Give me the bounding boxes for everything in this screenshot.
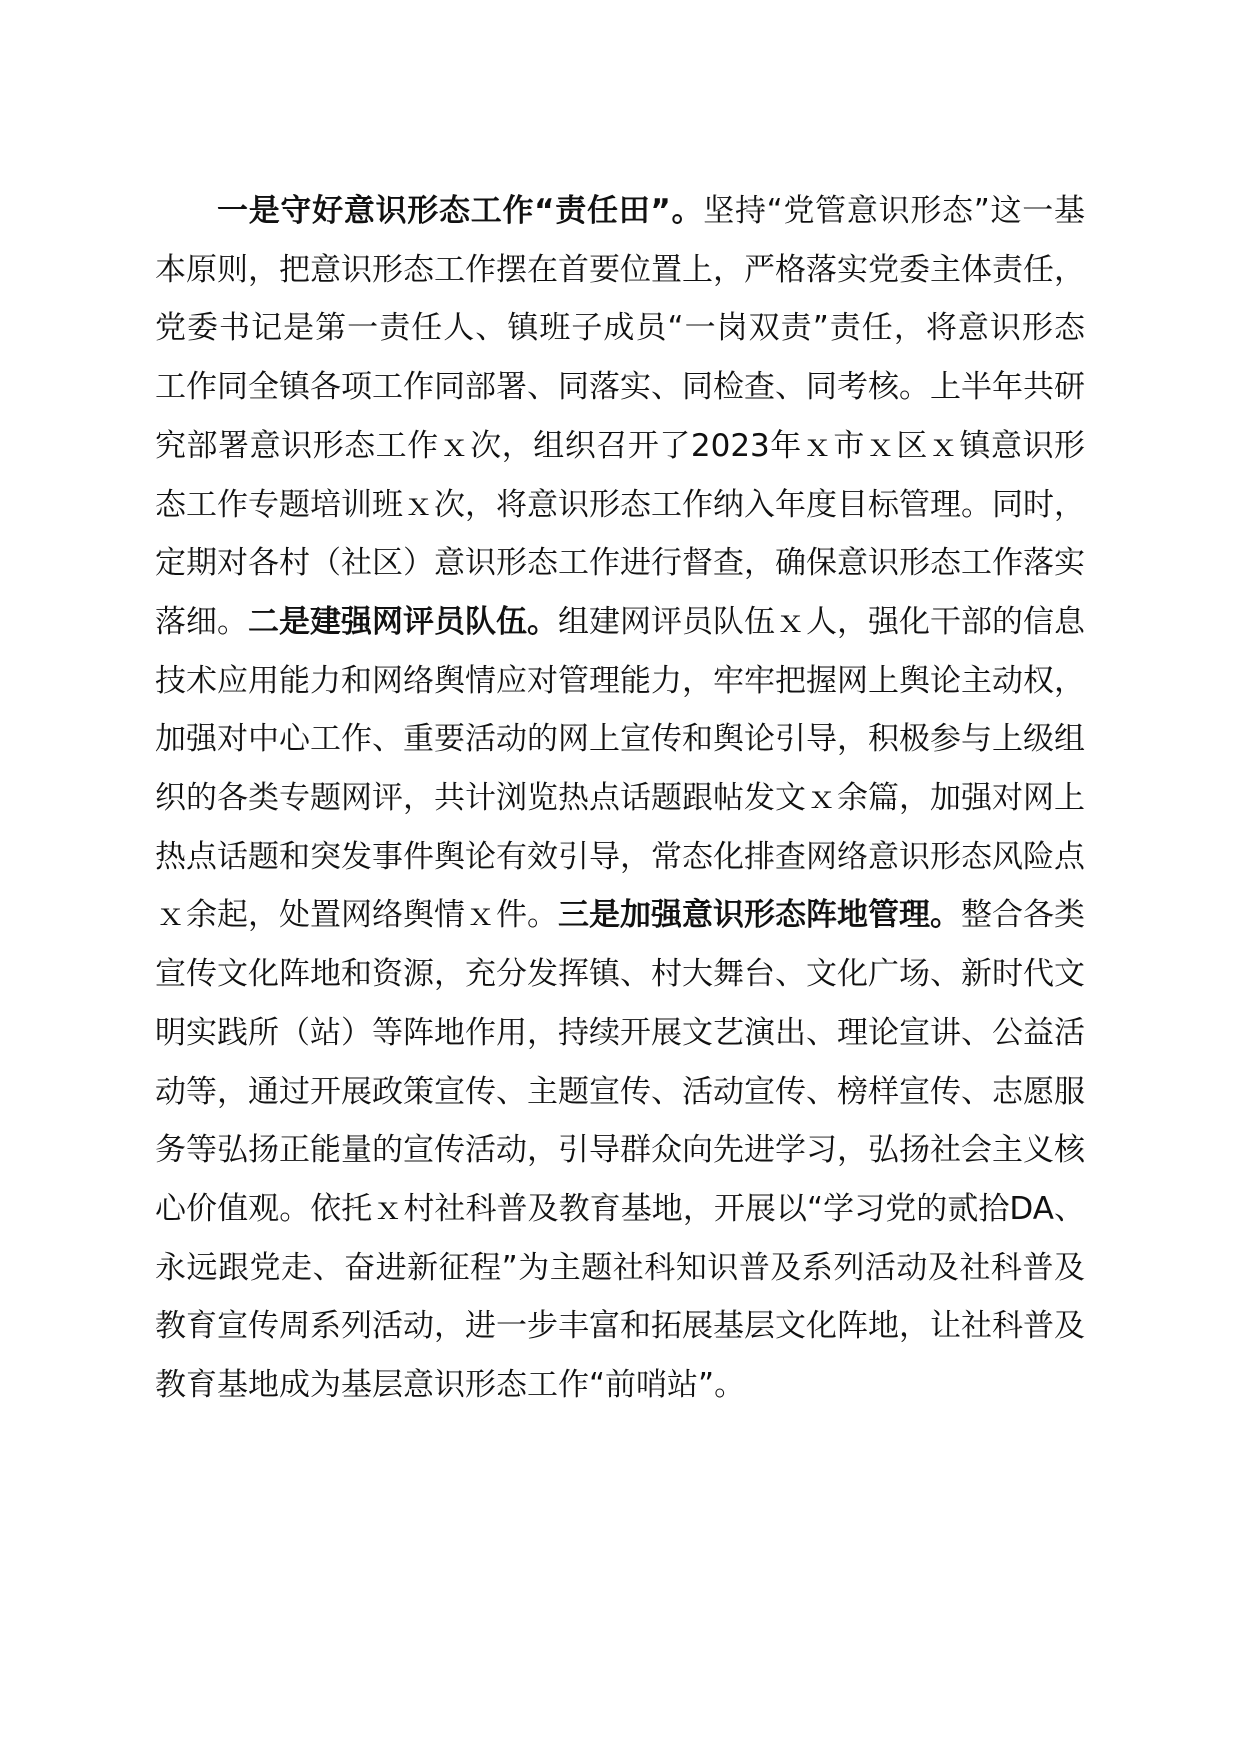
heading-1: 一是守好意识形态工作“责任田”。 bbox=[217, 193, 704, 229]
body-paragraph bbox=[155, 182, 1085, 1415]
heading-3: 三是加强意识形态阵地管理。 bbox=[558, 897, 961, 934]
body-text-2: 组建网评员队伍ｘ人，强化干部的信息技术应用能力和网络舆情应对管理能力，牢牢把握网上舆论主动权，加强对中心工作、重要活动的网上宣传和舆论引导，积极参与上级组织的各类专题网评，共计浏览热点话题跟帖发文ｘ余篇，加强对网上热点话题和突发事件舆论有效引导，常态化排查网络意识形态风险点ｘ余起，处置网络舆情ｘ件。 bbox=[155, 603, 1085, 934]
body-text-1: 坚持“党管意识形态”这一基本原则，把意识形态工作摆在首要位置上，严格落实党委主体责任，党委书记是第一责任人、镇班子成员“一岗双责”责任，将意识形态工作同全镇各项工作同部署、同落实、同检查、同考核。上半年共研究部署意识形态工作ｘ次，组织召开了2023年ｘ市ｘ区ｘ镇意识形态工作专题培训班ｘ次，将意识形态工作纳入年度目标管理。同时，定期对各村（社区）意识形态工作进行督查，确保意识形态工作落实落细。 bbox=[155, 193, 1085, 640]
body-text-3: 整合各类宣传文化阵地和资源，充分发挥镇、村大舞台、文化广场、新时代文明实践所（站）等阵地作用，持续开展文艺演出、理论宣讲、公益活动等，通过开展政策宣传、主题宣传、活动宣传、榜样宣传、志愿服务等弘扬正能量的宣传活动，引导群众向先进学习，弘扬社会主义核心价值观。依托ｘ村社科普及教育基地，开展以“学习党的贰拾DA、永远跟党走、奋进新征程”为主题社科知识普及系列活动及社科普及教育宣传周系列活动，进一步丰富和拓展基层文化阵地，让社科普及教育基地成为基层意识形态工作“前哨站”。 bbox=[155, 897, 1085, 1404]
heading-2: 二是建强网评员队伍。 bbox=[248, 603, 558, 640]
